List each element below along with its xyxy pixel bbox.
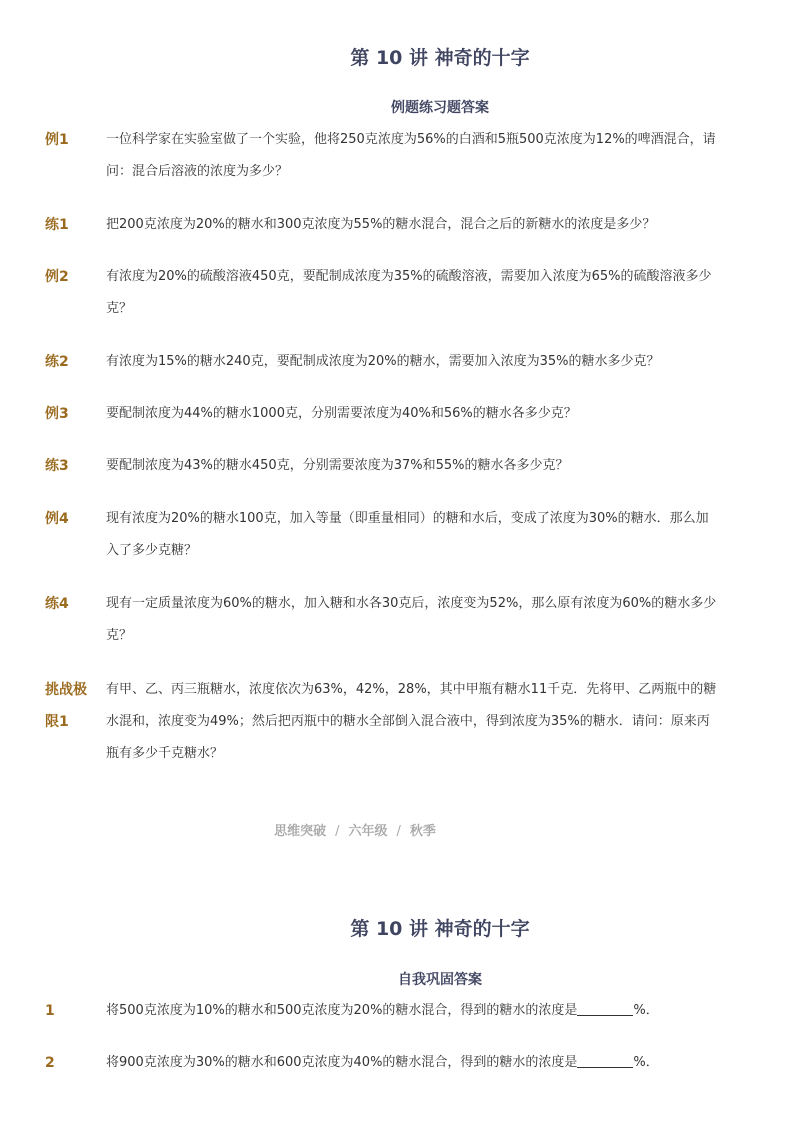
problem-label: 练1 — [45, 217, 69, 233]
problem-text — [106, 1047, 721, 1079]
problem-text — [106, 995, 721, 1027]
footer-grade: 六年级 — [348, 824, 388, 839]
problem-label: 练4 — [45, 596, 69, 612]
problem-label: 2 — [45, 1055, 55, 1071]
footer-series: 思维突破 — [274, 824, 327, 839]
footer-separator: / — [396, 824, 401, 839]
footer-term: 秋季 — [409, 824, 436, 839]
problem-text-after: %． — [633, 1003, 659, 1018]
problem-text: 有浓度为15%的糖水240克，要配制成浓度为20%的糖水，需要加入浓度为35%的糖水多少克？ — [106, 354, 660, 369]
answer-blank — [577, 1053, 633, 1068]
problem-label: 练3 — [45, 458, 69, 474]
page-footer — [0, 822, 710, 842]
problem-text-before: 将900克浓度为30%的糖水和600克浓度为40%的糖水混合，得到的糖水的浓度是 — [106, 1055, 578, 1070]
page-title: 第 10 讲 神奇的十字 — [350, 47, 530, 69]
problem-label: 练2 — [45, 354, 69, 370]
problem-text: 要配制浓度为44%的糖水1000克，分别需要浓度为40%和56%的糖水各多少克？ — [106, 406, 577, 421]
problem-label: 例2 — [45, 269, 69, 285]
problem-text-before: 将500克浓度为10%的糖水和500克浓度为20%的糖水混合，得到的糖水的浓度是 — [106, 1003, 578, 1018]
problem-text: 一位科学家在实验室做了一个实验，他将250克浓度为56%的白酒和5瓶500克浓度为12%的啤酒混合，请问：混合后溶液的浓度为多少？ — [106, 132, 716, 179]
problem-text: 要配制浓度为43%的糖水450克，分别需要浓度为37%和55%的糖水各多少克？ — [106, 458, 569, 473]
section-subtitle: 自我巩固答案 — [398, 972, 482, 988]
problem-label: 例4 — [45, 511, 69, 527]
section-subtitle: 例题练习题答案 — [391, 100, 489, 116]
problem-label: 例3 — [45, 406, 69, 422]
problem-text: 现有一定质量浓度为60%的糖水，加入糖和水各30克后，浓度变为52%，那么原有浓度为60%的糖水多少克？ — [106, 596, 717, 643]
problem-label: 例1 — [45, 132, 69, 148]
problem-label: 1 — [45, 1003, 55, 1019]
problem-text: 把200克浓度为20%的糖水和300克浓度为55%的糖水混合，混合之后的新糖水的浓度是多少？ — [106, 217, 656, 232]
problem-text: 有浓度为20%的硫酸溶液450克，要配制成浓度为35%的硫酸溶液，需要加入浓度为65%的硫酸溶液多少克？ — [106, 269, 712, 316]
footer-separator: / — [335, 824, 340, 839]
problem-text: 现有浓度为20%的糖水100克，加入等量（即重量相同）的糖和水后，变成了浓度为30%的糖水．那么加入了多少克糖？ — [106, 511, 709, 558]
problem-text-after: %． — [633, 1055, 659, 1070]
answer-blank — [577, 1001, 633, 1016]
page-title: 第 10 讲 神奇的十字 — [350, 918, 530, 940]
problem-label: 挑战极限1 — [45, 682, 87, 730]
problem-text: 有甲、乙、丙三瓶糖水，浓度依次为63%，42%，28%，其中甲瓶有糖水11千克．先将甲、乙两瓶中的糖水混和，浓度变为49%；然后把丙瓶中的糖水全部倒入混合液中，得到浓度为35%的糖水．请问：原来丙瓶有多少千克糖水？ — [106, 682, 717, 761]
